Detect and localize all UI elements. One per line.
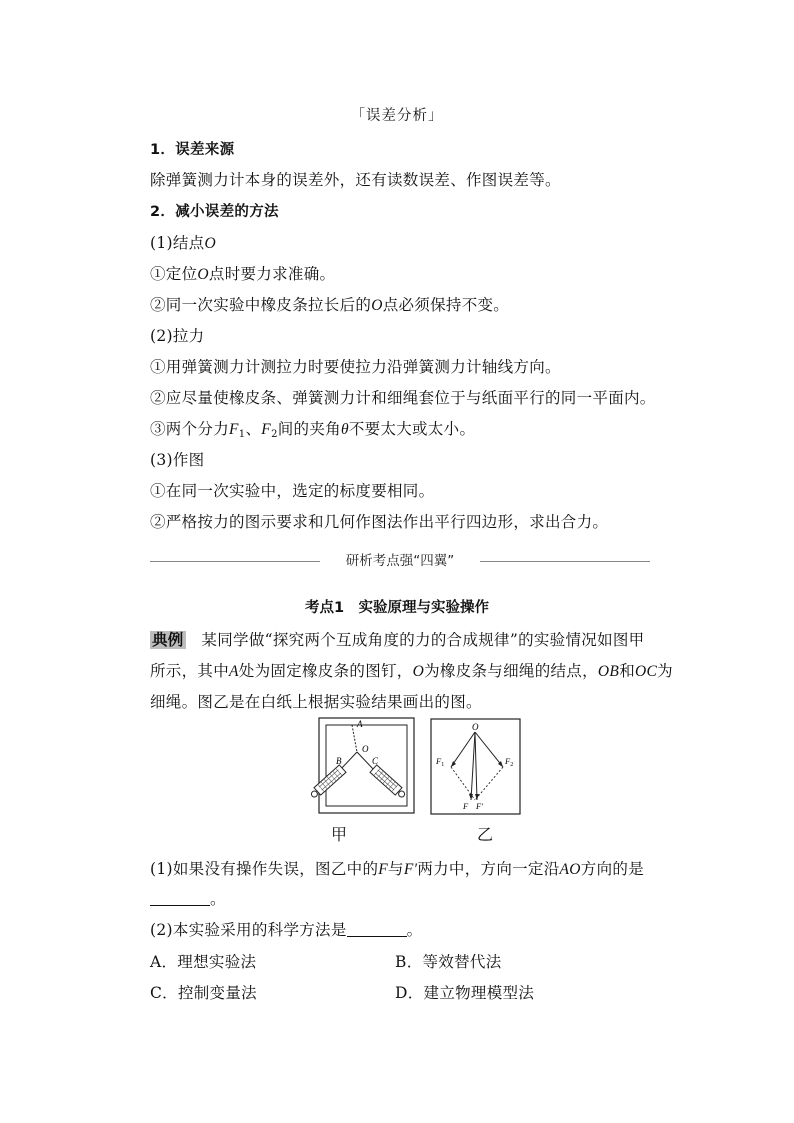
var-o: O	[371, 297, 383, 314]
text-part: (1)如果没有操作失误，图乙中的	[150, 860, 379, 878]
spring-scale-right	[370, 765, 407, 800]
text-part: 。	[406, 921, 423, 939]
text-part: 与	[388, 860, 404, 878]
arrow-f-prime	[475, 794, 479, 800]
force-item-2: ②应尽量使橡皮条、弹簧测力计和细绳套位于与纸面平行的同一平面内。	[150, 389, 656, 407]
vector-f-prime	[475, 732, 477, 800]
text-part: 处为固定橡皮条的图钉，	[238, 662, 413, 680]
figure-yi	[430, 718, 522, 816]
label-c: C	[372, 756, 379, 766]
text-part: 和	[619, 662, 635, 680]
subscript: 2	[271, 429, 278, 440]
example-line-2	[150, 659, 673, 681]
draw-item-1: ①在同一次实验中，选定的标度要相同。	[150, 482, 435, 500]
topic-title: 考点1 实验原理与实验操作	[304, 600, 490, 616]
draw-heading: (3)作图	[150, 451, 205, 469]
banner	[150, 551, 650, 571]
text-part: 两力中，方向一定沿	[417, 860, 560, 878]
example-tag: 典例	[152, 631, 184, 649]
label-b: B	[336, 756, 342, 766]
var-o: O	[204, 235, 216, 252]
var-oc: OC	[635, 663, 658, 680]
label-f1: $F_1$	[436, 756, 445, 768]
text-part: (2)本实验采用的科学方法是	[150, 921, 347, 939]
label-f2: $F_2$	[505, 756, 514, 768]
rubber-band	[352, 725, 357, 752]
knot-item-1	[150, 262, 335, 284]
label-a: A	[357, 719, 363, 729]
text-part: 、	[245, 420, 262, 438]
text-part: 所示，其中	[150, 662, 230, 680]
var-theta: θ	[340, 421, 349, 438]
example-line-3: 细绳。图乙是在白纸上根据实验结果画出的图。	[150, 693, 482, 711]
text-part: ②同一次实验中橡皮条拉长后的	[150, 296, 372, 314]
figure-jia	[300, 716, 420, 816]
option-b: B．等效替代法	[395, 953, 502, 971]
reduce-heading: 2．减小误差的方法	[150, 204, 279, 220]
text-part: 。	[210, 890, 226, 908]
force-item-3	[150, 417, 475, 440]
label-f-prime: F′	[476, 801, 484, 811]
var-o: O	[197, 266, 209, 283]
dash-f2-f	[475, 767, 503, 800]
board-outer	[319, 718, 414, 813]
knot-item-2	[150, 293, 509, 315]
var-a: A	[229, 663, 239, 680]
option-c: C．控制变量法	[150, 984, 257, 1002]
banner-text: 研析考点强“四翼”	[320, 551, 480, 571]
label-f: F	[463, 801, 469, 811]
var-o: O	[412, 663, 425, 680]
text-part: 不要太大或太小。	[348, 420, 476, 438]
text-part: 点时要力求准确。	[208, 265, 336, 283]
text-part: ①定位	[150, 265, 198, 283]
force-item-1: ①用弹簧测力计测拉力时要使拉力沿弹簧测力计轴线方向。	[150, 358, 561, 376]
spring-scale-left	[309, 765, 346, 800]
text-part: 为橡皮条与细绳的结点，	[424, 662, 598, 680]
option-a: A．理想实验法	[150, 953, 257, 971]
subscript: 1	[238, 429, 246, 440]
answer-blank-2[interactable]	[347, 922, 407, 937]
text-part: 某同学做“探究两个互成角度的力的合成规律”的实验情况如图甲	[201, 631, 645, 649]
option-d: D．建立物理模型法	[395, 984, 535, 1002]
force-heading: (2)拉力	[150, 327, 205, 345]
example-line-1	[150, 628, 644, 650]
arrow-f1	[451, 761, 456, 767]
text-part: 方向的是	[580, 860, 644, 878]
knot-heading-text: (1)结点	[150, 234, 205, 252]
text-part: ③两个分力	[150, 420, 230, 438]
vector-f1	[451, 732, 475, 767]
label-o: O	[362, 744, 369, 754]
var-ao: AO	[559, 861, 581, 878]
var-f-prime: F′	[403, 861, 418, 878]
string-ob	[340, 752, 357, 770]
text-part: 间的夹角	[277, 420, 341, 438]
figure-jia-label: 甲	[331, 825, 348, 844]
section-title: 「误差分析」	[350, 108, 444, 124]
label-o: O	[472, 722, 479, 732]
var-f: F	[261, 421, 272, 438]
vector-f	[471, 732, 475, 800]
var-f: F	[229, 421, 239, 438]
question-1-line-2	[150, 887, 226, 909]
var-f: F	[378, 861, 389, 878]
draw-item-2: ②严格按力的图示要求和几何作图法作出平行四边形，求出合力。	[150, 513, 609, 531]
var-ob: OB	[597, 663, 620, 680]
figure-yi-label: 乙	[477, 825, 494, 844]
vector-f2	[475, 732, 503, 767]
text-part: 为	[657, 662, 673, 680]
text-part: 点必须保持不变。	[382, 296, 510, 314]
knot-heading	[150, 231, 216, 253]
error-source-heading: 1．误差来源	[150, 142, 235, 158]
answer-blank-1[interactable]	[150, 891, 210, 906]
question-1-line-1	[150, 857, 644, 879]
question-2	[150, 918, 422, 940]
error-source-text: 除弹簧测力计本身的误差外，还有读数误差、作图误差等。	[150, 171, 561, 189]
